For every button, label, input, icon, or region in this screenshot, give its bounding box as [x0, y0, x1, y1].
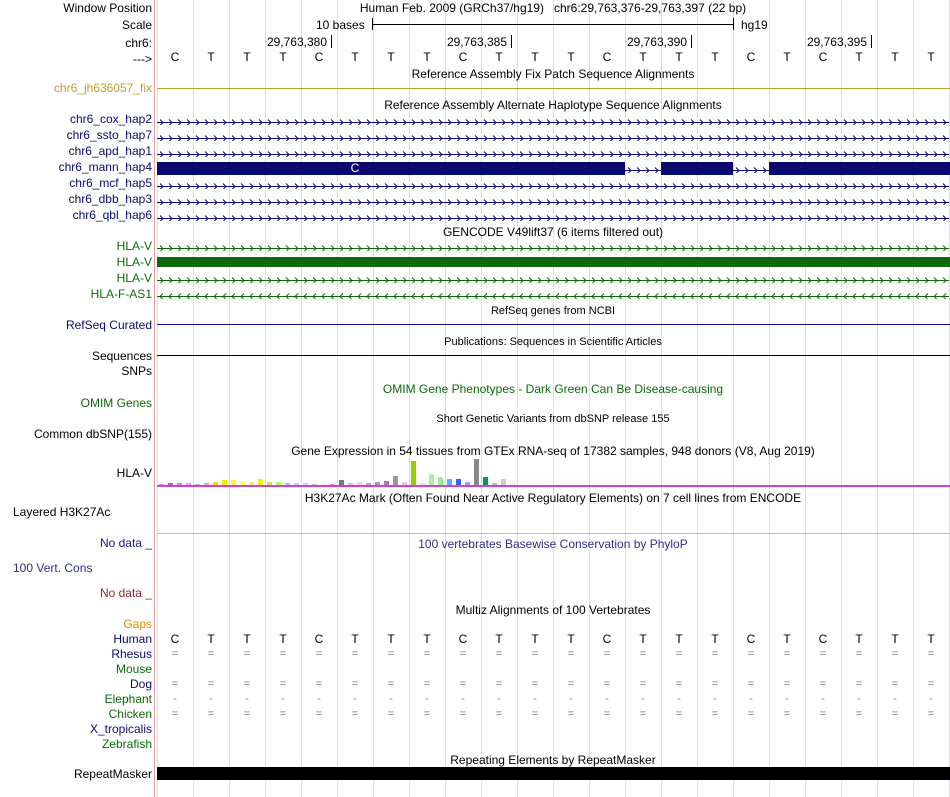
- forward-strand-chevrons: [157, 198, 949, 205]
- multiz-alignment-symbol: =: [207, 708, 215, 720]
- reference-base: T: [855, 50, 863, 64]
- window-position-label: Window Position: [63, 1, 152, 15]
- multiz-alignment-symbol: =: [711, 708, 719, 720]
- multiz-alignment-symbol: =: [747, 648, 755, 660]
- multiz-alignment-symbol: =: [855, 678, 863, 690]
- publications-track-title: Publications: Sequences in Scientific Articles: [444, 336, 662, 348]
- fix-patch-label[interactable]: chr6_jh636057_fix: [53, 81, 152, 95]
- multiz-species-label[interactable]: Dog: [129, 677, 152, 691]
- multiz-alignment-symbol: =: [783, 678, 791, 690]
- multiz-human-base: T: [351, 632, 359, 646]
- forward-strand-chevrons: [157, 118, 949, 125]
- multiz-alignment-symbol: =: [711, 648, 719, 660]
- multiz-alignment-symbol: -: [533, 693, 537, 705]
- multiz-alignment-symbol: =: [171, 708, 179, 720]
- gtex-tissue-bar[interactable]: [411, 461, 416, 485]
- gencode-gene-label[interactable]: HLA-V: [116, 271, 152, 285]
- multiz-alignment-symbol: =: [243, 708, 251, 720]
- multiz-alignment-symbol: -: [209, 693, 213, 705]
- multiz-alignment-symbol: =: [783, 708, 791, 720]
- multiz-alignment-symbol: =: [531, 678, 539, 690]
- multiz-alignment-symbol: -: [353, 693, 357, 705]
- reference-base: T: [423, 50, 431, 64]
- multiz-alignment-symbol: -: [569, 693, 573, 705]
- alt-haplotype-alignment[interactable]: [157, 196, 950, 205]
- multiz-human-base: T: [675, 632, 683, 646]
- multiz-human-base: T: [567, 632, 575, 646]
- multiz-alignment-symbol: =: [351, 708, 359, 720]
- multiz-species-label[interactable]: Chicken: [108, 707, 152, 721]
- multiz-alignment-symbol: -: [497, 693, 501, 705]
- multiz-alignment-symbol: =: [567, 708, 575, 720]
- multiz-track-title: Multiz Alignments of 100 Vertebrates: [455, 603, 651, 617]
- alt-haplotype-alignment[interactable]: [157, 148, 950, 157]
- ruler-tick: [511, 35, 512, 48]
- phylop-label[interactable]: 100 Vert. Cons: [13, 561, 93, 575]
- multiz-alignment-symbol: =: [819, 708, 827, 720]
- multiz-alignment-symbol: =: [495, 708, 503, 720]
- multiz-alignment-symbol: =: [495, 678, 503, 690]
- multiz-alignment-symbol: =: [171, 678, 179, 690]
- multiz-human-base: T: [207, 632, 215, 646]
- multiz-human-base: T: [891, 632, 899, 646]
- multiz-alignment-symbol: =: [711, 678, 719, 690]
- reference-base: T: [711, 50, 719, 64]
- multiz-alignment-symbol: =: [855, 708, 863, 720]
- multiz-species-label[interactable]: Rhesus: [111, 647, 152, 661]
- multiz-alignment-symbol: -: [749, 693, 753, 705]
- forward-strand-chevrons: [157, 134, 949, 141]
- multiz-alignment-symbol: -: [857, 693, 861, 705]
- multiz-alignment-symbol: =: [207, 678, 215, 690]
- gencode-gene-label[interactable]: HLA-V: [116, 239, 152, 253]
- multiz-human-base: T: [639, 632, 647, 646]
- phylop-track-title: 100 vertebrates Basewise Conservation by PhyloP: [418, 537, 688, 551]
- multiz-human-base: T: [423, 632, 431, 646]
- multiz-alignment-symbol: -: [893, 693, 897, 705]
- alignment-block[interactable]: [769, 162, 950, 175]
- strand-chevrons: [157, 244, 949, 251]
- alt-haplotype-alignment[interactable]: [157, 132, 950, 141]
- reference-base: T: [891, 50, 899, 64]
- strand-chevrons: [157, 292, 949, 299]
- alt-haplotype-label[interactable]: chr6_ssto_hap7: [66, 128, 152, 142]
- alt-haplotype-label[interactable]: chr6_dbb_hap3: [68, 192, 152, 206]
- multiz-alignment-symbol: =: [603, 708, 611, 720]
- alt-haplotype-label[interactable]: chr6_cox_hap2: [69, 112, 152, 126]
- multiz-alignment-symbol: -: [785, 693, 789, 705]
- multiz-alignment-symbol: =: [423, 648, 431, 660]
- multiz-species-label[interactable]: Elephant: [104, 692, 152, 706]
- gencode-transcript[interactable]: [157, 242, 950, 251]
- multiz-alignment-symbol: =: [747, 678, 755, 690]
- multiz-alignment-symbol: -: [245, 693, 249, 705]
- alt-haplotype-track-title: Reference Assembly Alternate Haplotype Sequence Alignments: [384, 98, 722, 112]
- multiz-human-base: T: [855, 632, 863, 646]
- gap-chevron-line: [733, 166, 769, 173]
- gencode-transcript[interactable]: [157, 290, 950, 299]
- gap-chevron-line: [625, 166, 661, 173]
- reference-base: T: [927, 50, 935, 64]
- reference-base: T: [567, 50, 575, 64]
- alt-haplotype-alignment[interactable]: [157, 212, 950, 221]
- multiz-alignment-symbol: =: [891, 678, 899, 690]
- strand-label: --->: [133, 52, 152, 66]
- multiz-alignment-symbol: -: [281, 693, 285, 705]
- gencode-exon[interactable]: [157, 257, 950, 267]
- multiz-human-base: C: [602, 632, 612, 646]
- reference-base: C: [602, 50, 612, 64]
- multiz-alignment-symbol: =: [351, 678, 359, 690]
- multiz-human-base: C: [458, 632, 468, 646]
- multiz-alignment-symbol: =: [639, 648, 647, 660]
- reference-base: T: [495, 50, 503, 64]
- multiz-alignment-symbol: =: [891, 648, 899, 660]
- multiz-alignment-symbol: =: [927, 678, 935, 690]
- multiz-alignment-symbol: =: [387, 648, 395, 660]
- multiz-species-label[interactable]: Mouse: [115, 662, 152, 676]
- gtex-track-title: Gene Expression in 54 tissues from GTEx RNA-seq of 17382 samples, 948 donors (V8, Aug 2019): [291, 444, 815, 458]
- alt-haplotype-alignment[interactable]: [0, 162, 950, 175]
- repeatmasker-element[interactable]: [157, 767, 950, 780]
- alt-haplotype-label[interactable]: chr6_qbl_hap6: [72, 208, 152, 222]
- multiz-human-base: T: [243, 632, 251, 646]
- multiz-alignment-symbol: -: [389, 693, 393, 705]
- multiz-alignment-symbol: =: [243, 678, 251, 690]
- ruler-position-label: 29,763,395: [806, 35, 867, 49]
- gtex-tissue-bar[interactable]: [483, 477, 488, 485]
- alignment-block[interactable]: [661, 162, 733, 175]
- gtex-label[interactable]: HLA-V: [116, 466, 152, 480]
- multiz-alignment-symbol: =: [387, 678, 395, 690]
- forward-strand-chevrons: [157, 150, 949, 157]
- reference-base: T: [279, 50, 287, 64]
- multiz-species-label[interactable]: Zebrafish: [101, 737, 152, 751]
- ruler-position-label: 29,763,385: [446, 35, 507, 49]
- multiz-alignment-symbol: -: [641, 693, 645, 705]
- fix-patch-track-title: Reference Assembly Fix Patch Sequence Alignments: [411, 67, 695, 81]
- multiz-alignment-symbol: =: [675, 678, 683, 690]
- scale-bar-right-tick: [733, 18, 734, 30]
- multiz-alignment-symbol: =: [387, 708, 395, 720]
- multiz-alignment-symbol: =: [927, 648, 935, 660]
- omim-track-title: OMIM Gene Phenotypes - Dark Green Can Be Disease-causing: [382, 382, 724, 396]
- ruler-position-label: 29,763,380: [266, 35, 327, 49]
- multiz-alignment-symbol: =: [351, 648, 359, 660]
- multiz-alignment-symbol: =: [315, 678, 323, 690]
- multiz-alignment-symbol: -: [461, 693, 465, 705]
- multiz-alignment-symbol: =: [459, 648, 467, 660]
- multiz-human-base: T: [531, 632, 539, 646]
- multiz-alignment-symbol: =: [315, 708, 323, 720]
- db-label: hg19: [741, 18, 768, 32]
- multiz-alignment-symbol: =: [567, 678, 575, 690]
- multiz-alignment-symbol: =: [639, 678, 647, 690]
- reference-base: T: [531, 50, 539, 64]
- multiz-alignment-symbol: =: [171, 648, 179, 660]
- multiz-alignment-symbol: =: [675, 708, 683, 720]
- repeatmasker-track-title: Repeating Elements by RepeatMasker: [450, 753, 656, 767]
- reference-base: T: [639, 50, 647, 64]
- publications-line[interactable]: [157, 355, 950, 356]
- multiz-alignment-symbol: =: [927, 708, 935, 720]
- multiz-alignment-symbol: =: [279, 678, 287, 690]
- multiz-human-base: T: [495, 632, 503, 646]
- multiz-human-base: T: [387, 632, 395, 646]
- reference-base: C: [170, 50, 180, 64]
- reference-base: T: [387, 50, 395, 64]
- scale-bar-text: 10 bases: [316, 18, 365, 32]
- multiz-alignment-symbol: =: [459, 708, 467, 720]
- snps-label[interactable]: SNPs: [121, 364, 152, 378]
- ruler-tick: [871, 35, 872, 48]
- multiz-alignment-symbol: =: [423, 708, 431, 720]
- reference-base: C: [458, 50, 468, 64]
- gtex-baseline: [157, 485, 950, 487]
- alt-haplotype-alignment[interactable]: [157, 116, 950, 125]
- publications-label[interactable]: Sequences: [91, 349, 152, 363]
- multiz-alignment-symbol: =: [279, 708, 287, 720]
- scale-bar: [372, 24, 734, 25]
- reference-base: T: [675, 50, 683, 64]
- multiz-alignment-symbol: -: [713, 693, 717, 705]
- alignment-gap: [625, 164, 661, 173]
- gtex-tissue-bar[interactable]: [474, 459, 479, 485]
- phylop-nodata: No data _: [99, 586, 152, 600]
- multiz-alignment-symbol: =: [603, 648, 611, 660]
- h3k27ac-baseline: [157, 533, 950, 534]
- multiz-alignment-symbol: =: [675, 648, 683, 660]
- multiz-alignment-symbol: -: [929, 693, 933, 705]
- multiz-human-base: T: [927, 632, 935, 646]
- assembly-position-info: Human Feb. 2009 (GRCh37/hg19) chr6:29,763,376-29,763,397 (22 bp): [359, 1, 747, 15]
- multiz-human-base: T: [783, 632, 791, 646]
- gtex-tissue-bar[interactable]: [429, 474, 434, 485]
- multiz-alignment-symbol: -: [677, 693, 681, 705]
- multiz-alignment-symbol: =: [531, 648, 539, 660]
- gtex-tissue-bar[interactable]: [438, 477, 443, 485]
- ruler-tick: [331, 35, 332, 48]
- ruler-tick: [691, 35, 692, 48]
- multiz-alignment-symbol: =: [207, 648, 215, 660]
- fix-patch-line[interactable]: [157, 88, 950, 89]
- multiz-human-base: T: [279, 632, 287, 646]
- multiz-alignment-symbol: =: [459, 678, 467, 690]
- gencode-track-title: GENCODE V49lift37 (6 items filtered out): [442, 225, 664, 239]
- multiz-alignment-symbol: =: [315, 648, 323, 660]
- multiz-alignment-symbol: -: [821, 693, 825, 705]
- refseq-label[interactable]: RefSeq Curated: [65, 318, 152, 332]
- reference-base: C: [746, 50, 756, 64]
- forward-strand-chevrons: [157, 182, 949, 189]
- multiz-human-base: T: [711, 632, 719, 646]
- gencode-gene-label[interactable]: HLA-V: [116, 255, 152, 269]
- reference-base: C: [314, 50, 324, 64]
- multiz-human-base: C: [170, 632, 180, 646]
- alignment-mismatch-base: C: [350, 161, 360, 175]
- omim-label[interactable]: OMIM Genes: [80, 396, 152, 410]
- h3k27ac-label[interactable]: Layered H3K27Ac: [13, 505, 111, 519]
- alignment-block[interactable]: [157, 162, 625, 175]
- reference-base: T: [351, 50, 359, 64]
- dbsnp-track-title: Short Genetic Variants from dbSNP release 155: [436, 413, 670, 425]
- dbsnp-label[interactable]: Common dbSNP(155): [33, 427, 152, 441]
- multiz-species-label[interactable]: X_tropicalis: [89, 722, 152, 736]
- alignment-gap: [733, 164, 769, 173]
- multiz-alignment-symbol: =: [603, 678, 611, 690]
- gencode-transcript[interactable]: [157, 274, 950, 283]
- multiz-alignment-symbol: =: [855, 648, 863, 660]
- alt-haplotype-label[interactable]: chr6_mcf_hap5: [69, 176, 152, 190]
- multiz-alignment-symbol: -: [605, 693, 609, 705]
- strand-chevrons: [157, 276, 949, 283]
- reference-base: T: [207, 50, 215, 64]
- reference-base: C: [818, 50, 828, 64]
- alt-haplotype-alignment[interactable]: [157, 180, 950, 189]
- gtex-bar-graph[interactable]: [157, 458, 537, 485]
- alt-haplotype-label[interactable]: chr6_mann_hap4: [58, 160, 152, 174]
- multiz-alignment-symbol: =: [567, 648, 575, 660]
- multiz-alignment-symbol: -: [173, 693, 177, 705]
- multiz-alignment-symbol: =: [819, 678, 827, 690]
- multiz-species-label[interactable]: Human: [113, 632, 152, 646]
- refseq-line[interactable]: [157, 324, 950, 325]
- forward-strand-chevrons: [157, 214, 949, 221]
- multiz-human-base: C: [314, 632, 324, 646]
- ruler-position-label: 29,763,390: [626, 35, 687, 49]
- reference-base: T: [783, 50, 791, 64]
- multiz-gaps-label[interactable]: Gaps: [123, 617, 152, 631]
- multiz-alignment-symbol: =: [891, 708, 899, 720]
- h3k27ac-nodata: No data _: [99, 536, 152, 550]
- multiz-alignment-symbol: =: [783, 648, 791, 660]
- multiz-alignment-symbol: =: [531, 708, 539, 720]
- repeatmasker-label[interactable]: RepeatMasker: [73, 767, 152, 781]
- multiz-alignment-symbol: =: [243, 648, 251, 660]
- scale-label: Scale: [121, 18, 152, 32]
- gencode-gene-label[interactable]: HLA-F-AS1: [90, 287, 152, 301]
- multiz-alignment-symbol: =: [639, 708, 647, 720]
- refseq-track-title: RefSeq genes from NCBI: [490, 305, 616, 317]
- multiz-alignment-symbol: -: [425, 693, 429, 705]
- chrom-label: chr6:: [125, 36, 152, 50]
- alt-haplotype-label[interactable]: chr6_apd_hap1: [68, 144, 152, 158]
- h3k27ac-track-title: H3K27Ac Mark (Often Found Near Active Regulatory Elements) on 7 cell lines from ENCODE: [304, 491, 802, 505]
- multiz-alignment-symbol: =: [495, 648, 503, 660]
- gtex-tissue-bar[interactable]: [393, 476, 398, 485]
- multiz-alignment-symbol: =: [279, 648, 287, 660]
- reference-base: T: [243, 50, 251, 64]
- label-gutter-divider: [154, 0, 155, 797]
- multiz-human-base: C: [746, 632, 756, 646]
- multiz-alignment-symbol: =: [819, 648, 827, 660]
- multiz-alignment-symbol: -: [317, 693, 321, 705]
- multiz-alignment-symbol: =: [747, 708, 755, 720]
- multiz-alignment-symbol: =: [423, 678, 431, 690]
- multiz-human-base: C: [818, 632, 828, 646]
